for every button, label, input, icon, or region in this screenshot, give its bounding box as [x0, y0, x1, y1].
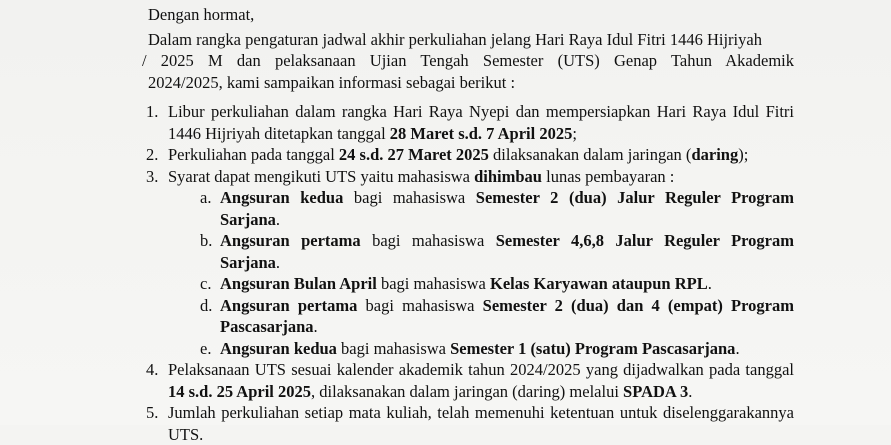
subitem-text: . — [735, 338, 740, 358]
subitem-text: . — [313, 317, 318, 336]
letter-body — [142, 4, 795, 445]
subitem-bold: Angsuran pertama — [220, 231, 361, 250]
item-text: , dilaksanakan dalam jaringan (daring) melalui — [311, 381, 624, 401]
subitem-letter: d. — [200, 295, 213, 315]
subitem-bold: Kelas Karyawan ataupun RPL — [490, 274, 708, 293]
subitem-bold: Angsuran kedua — [220, 338, 337, 358]
subitem-bold: Semester 1 (satu) Program Pascasarjana — [450, 338, 736, 358]
item-text: . — [688, 381, 693, 401]
item-number: 3. — [146, 166, 159, 186]
item-bold: SPADA 3 — [623, 381, 689, 401]
subitem-letter: e. — [200, 338, 212, 358]
subitem-text: . — [275, 209, 281, 229]
item-text: dilaksanakan dalam jaringan ( — [488, 145, 692, 164]
item-number: 1. — [146, 102, 159, 121]
subitem-text: . — [275, 252, 281, 272]
sublist-item-c — [200, 273, 794, 295]
item-number: 5. — [146, 403, 159, 422]
subitem-text: bagi mahasiswa — [357, 295, 483, 315]
item-bold: daring — [691, 145, 739, 164]
subitem-text: bagi mahasiswa — [360, 231, 496, 250]
item-text: Syarat dapat mengikuti UTS yaitu mahasiswa — [168, 166, 475, 186]
sublist-item-a — [200, 187, 794, 230]
item-text: Jumlah perkuliahan setiap mata kuliah, telah memenuhi ketentuan untuk diselenggarakannya UTS. — [168, 403, 794, 444]
item-bold: 14 s.d. 25 April 2025 — [168, 381, 312, 401]
list-item-5 — [148, 402, 794, 445]
item-bold: 24 s.d. 27 Maret 2025 — [338, 145, 489, 164]
info-list — [148, 101, 794, 445]
subitem-text: bagi mahasiswa — [376, 274, 490, 293]
item-bold: dihimbau — [474, 166, 542, 186]
item-text: Libur perkuliahan dalam rangka Hari Raya Nyepi dan mempersiapkan Hari Raya Idul Fitri 1446 Hijriyah ditetapkan tanggal — [168, 102, 794, 143]
subitem-letter: b. — [200, 231, 213, 250]
item-number: 2. — [146, 145, 159, 164]
item-number: 4. — [146, 360, 159, 379]
subitem-bold: Semester 2 (dua) Jalur Reguler Program Sarjana — [220, 188, 795, 229]
intro-line-2: / 2025 M dan pelaksanaan Ujian Tengah Semester (UTS) Genap Tahun Akademik — [142, 51, 794, 70]
payment-sublist — [168, 187, 794, 359]
item-text: ); — [738, 145, 749, 164]
subitem-text: . — [707, 274, 712, 293]
intro-line-1: Dalam rangka pengaturan jadwal akhir perkuliahan jelang Hari Raya Idul Fitri 1446 Hijriyah — [148, 29, 762, 49]
sublist-item-e — [200, 338, 794, 360]
subitem-text: bagi mahasiswa — [336, 338, 451, 358]
item-text: Perkuliahan pada tanggal — [168, 145, 339, 164]
list-item-2 — [148, 144, 794, 166]
sublist-item-b — [200, 230, 794, 273]
list-item-1 — [148, 101, 794, 144]
item-text: Pelaksanaan UTS sesuai kalender akademik tahun 2024/2025 yang dijadwalkan pada tanggal — [168, 360, 794, 379]
item-bold: 28 Maret s.d. 7 April 2025 — [389, 123, 573, 143]
subitem-bold: Semester 2 (dua) dan 4 (empat) Program Pascasarjana — [220, 295, 794, 336]
list-item-3 — [148, 166, 794, 360]
subitem-letter: c. — [200, 274, 212, 293]
intro-paragraph — [142, 29, 794, 94]
subitem-bold: Angsuran kedua — [220, 188, 344, 207]
greeting: Dengan hormat, — [148, 5, 255, 24]
sublist-item-d — [200, 295, 794, 338]
item-text: ; — [572, 123, 577, 143]
item-text: lunas pembayaran : — [541, 166, 675, 186]
subitem-letter: a. — [200, 188, 212, 207]
intro-line-3: 2024/2025, kami sampaikan informasi sebagai berikut : — [148, 72, 516, 92]
list-item-4 — [148, 359, 794, 402]
subitem-bold: Semester 4,6,8 Jalur Reguler Program Sarjana — [220, 231, 794, 272]
subitem-text: bagi mahasiswa — [343, 188, 476, 207]
subitem-bold: Angsuran Bulan April — [220, 274, 377, 293]
subitem-bold: Angsuran pertama — [220, 295, 358, 315]
